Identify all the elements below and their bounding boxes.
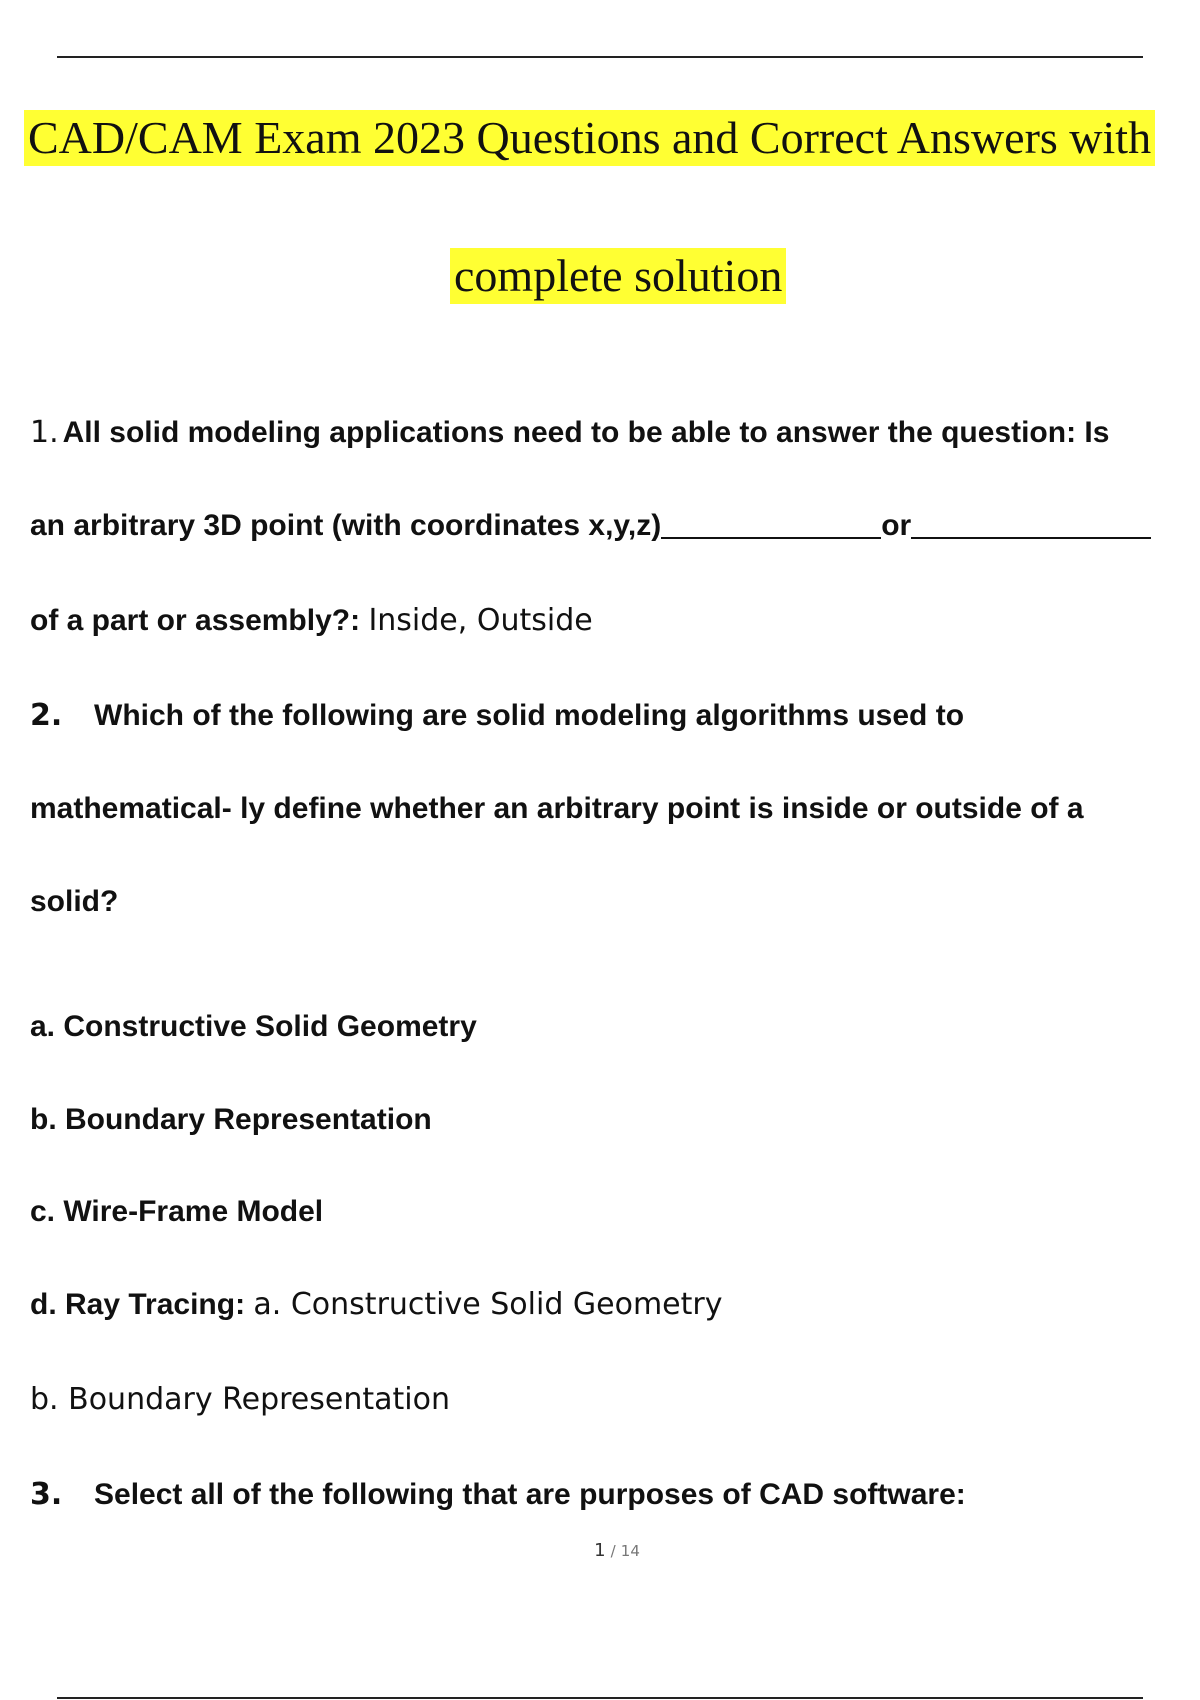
question-2-option-d bbox=[30, 1287, 723, 1323]
question-2-option-c bbox=[30, 1194, 323, 1230]
option-c-text: c. Wire-Frame Model bbox=[30, 1195, 324, 1228]
header-rule bbox=[57, 56, 1143, 58]
answer-blank-2 bbox=[911, 537, 1151, 539]
question-2-line-3 bbox=[30, 884, 118, 920]
question-1-or: or bbox=[881, 509, 912, 542]
option-b-text: b. Boundary Representation bbox=[30, 1103, 432, 1136]
option-d-text: d. Ray Tracing: bbox=[30, 1288, 246, 1321]
question-1-line-2 bbox=[30, 508, 1151, 544]
page-total: 14 bbox=[620, 1542, 640, 1560]
page-number bbox=[0, 1540, 1200, 1561]
question-2-text-2: mathematical- ly define whether an arbitrary point is inside or outside of a bbox=[30, 792, 1084, 825]
question-3-text-1: Select all of the following that are purposes of CAD software: bbox=[94, 1478, 966, 1511]
question-3-line-1 bbox=[30, 1477, 966, 1513]
question-1-text-2: an arbitrary 3D point (with coordinates x,y,z) bbox=[30, 509, 662, 542]
question-2-answer-line-1: a. Constructive Solid Geometry bbox=[253, 1287, 723, 1322]
document-title-line-2: complete solution bbox=[450, 248, 786, 304]
footer-rule bbox=[57, 1697, 1143, 1699]
page-current: 1 bbox=[594, 1540, 606, 1561]
question-2-line-2 bbox=[30, 791, 1084, 827]
question-1-line-1 bbox=[30, 415, 1109, 451]
question-2-number: 2. bbox=[30, 698, 63, 733]
question-1-line-3 bbox=[30, 603, 593, 639]
answer-blank-1 bbox=[661, 537, 881, 539]
question-2-text-1: Which of the following are solid modeling algorithms used to bbox=[94, 699, 965, 732]
question-2-answer-line-2 bbox=[30, 1382, 450, 1418]
question-2-option-a bbox=[30, 1009, 477, 1045]
page-separator: / bbox=[610, 1542, 616, 1560]
question-3-number: 3. bbox=[30, 1477, 63, 1512]
question-2-text-3: solid? bbox=[30, 885, 119, 918]
question-1-answer: Inside, Outside bbox=[368, 603, 593, 638]
question-2-answer-text-2: b. Boundary Representation bbox=[30, 1382, 450, 1417]
question-1-text-1: All solid modeling applications need to be able to answer the question: Is bbox=[62, 416, 1110, 449]
document-title-line-1: CAD/CAM Exam 2023 Questions and Correct Answers with bbox=[24, 110, 1155, 166]
question-1-text-3: of a part or assembly?: bbox=[30, 604, 361, 637]
question-2-line-1 bbox=[30, 698, 964, 734]
question-2-option-b bbox=[30, 1102, 432, 1138]
question-1-number: 1. bbox=[30, 415, 59, 450]
option-a-text: a. Constructive Solid Geometry bbox=[30, 1010, 477, 1043]
